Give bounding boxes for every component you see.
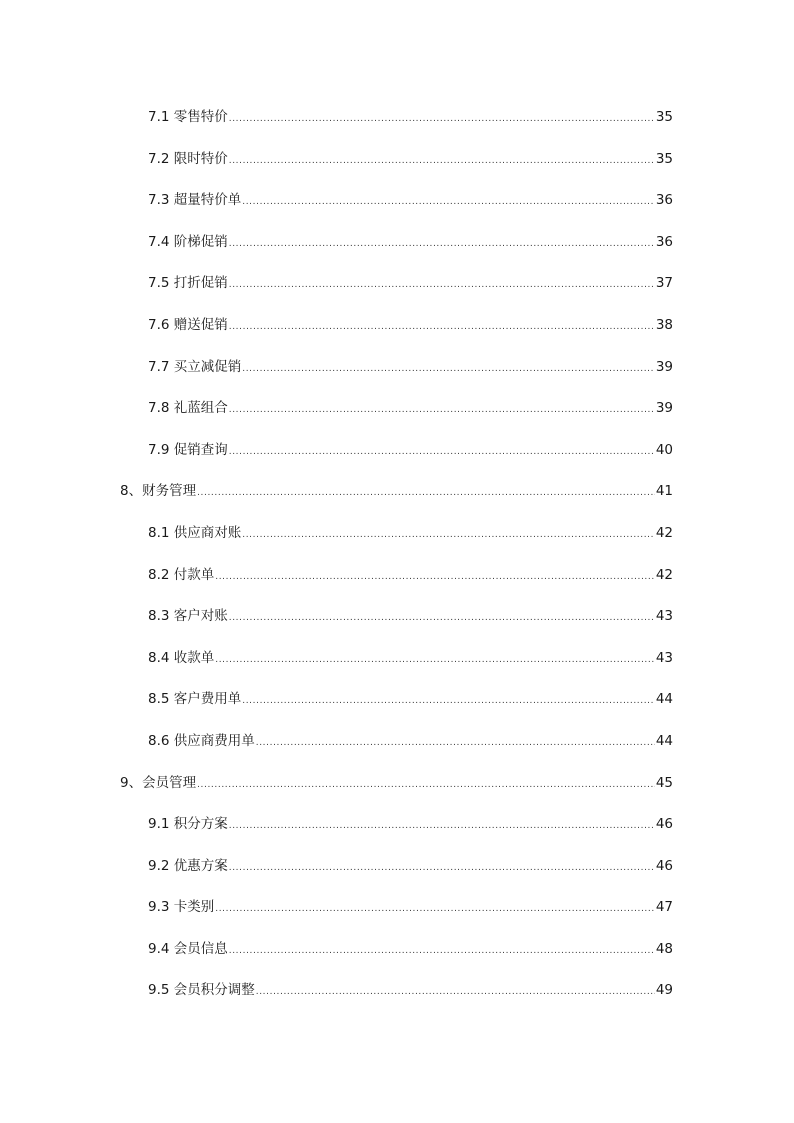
toc-entry-row (148, 189, 673, 213)
toc-dot-leader (242, 191, 655, 213)
toc-dot-leader (229, 399, 655, 421)
toc-page-number: 43 (655, 649, 673, 666)
toc-page-number: 39 (655, 400, 673, 417)
toc-entry-title: 9.1 积分方案 (148, 816, 228, 833)
toc-entry-title: 8.1 供应商对账 (148, 524, 242, 541)
toc-page-number: 37 (655, 275, 673, 292)
toc-dot-leader (229, 441, 655, 463)
toc-entry-row (148, 647, 673, 671)
toc-dot-leader (229, 607, 655, 629)
toc-entry-title: 7.7 买立减促销 (148, 358, 242, 375)
toc-entry-title: 9.2 优惠方案 (148, 857, 228, 874)
toc-entry-row (120, 772, 673, 796)
toc-subsection-entry[interactable] (0, 938, 794, 980)
toc-entry-title: 9.4 会员信息 (148, 940, 228, 957)
toc-page-number: 46 (655, 816, 673, 833)
toc-page-number: 46 (655, 857, 673, 874)
toc-entry-row (148, 106, 673, 130)
toc-entry-title: 8.3 客户对账 (148, 608, 228, 625)
toc-subsection-entry[interactable] (0, 272, 794, 314)
toc-entry-title: 9、会员管理 (120, 774, 197, 791)
toc-page-number: 36 (655, 192, 673, 209)
toc-entry-title: 7.3 超量特价单 (148, 192, 242, 209)
toc-entry-title: 9.5 会员积分调整 (148, 982, 255, 999)
toc-section-entry[interactable] (0, 772, 794, 814)
toc-dot-leader (242, 690, 655, 712)
toc-page-number: 48 (655, 940, 673, 957)
toc-subsection-entry[interactable] (0, 813, 794, 855)
toc-entry-row (148, 896, 673, 920)
toc-entry-title: 7.4 阶梯促销 (148, 233, 228, 250)
toc-subsection-entry[interactable] (0, 106, 794, 148)
toc-dot-leader (256, 981, 655, 1003)
toc-page-number: 44 (655, 732, 673, 749)
toc-dot-leader (256, 732, 655, 754)
toc-dot-leader (229, 940, 655, 962)
toc-entry-row (148, 855, 673, 879)
toc-entry-row (148, 356, 673, 380)
toc-dot-leader (229, 108, 655, 130)
toc-subsection-entry[interactable] (0, 855, 794, 897)
toc-entry-row (148, 439, 673, 463)
toc-subsection-entry[interactable] (0, 522, 794, 564)
toc-dot-leader (229, 815, 655, 837)
toc-entry-row (148, 605, 673, 629)
toc-subsection-entry[interactable] (0, 564, 794, 606)
toc-dot-leader (215, 566, 655, 588)
toc-subsection-entry[interactable] (0, 231, 794, 273)
toc-entry-title: 8.4 收款单 (148, 649, 215, 666)
toc-subsection-entry[interactable] (0, 356, 794, 398)
toc-entry-row (148, 813, 673, 837)
toc-entry-row (148, 148, 673, 172)
toc-entry-title: 8、财务管理 (120, 483, 197, 500)
toc-page-number: 42 (655, 566, 673, 583)
toc-page-number: 44 (655, 691, 673, 708)
toc-subsection-entry[interactable] (0, 439, 794, 481)
toc-entry-row (120, 480, 673, 504)
toc-entry-row (148, 397, 673, 421)
toc-subsection-entry[interactable] (0, 688, 794, 730)
toc-page-number: 49 (655, 982, 673, 999)
toc-section-entry[interactable] (0, 480, 794, 522)
toc-entry-row (148, 522, 673, 546)
toc-page-number: 36 (655, 233, 673, 250)
toc-entry-row (148, 688, 673, 712)
toc-dot-leader (229, 857, 655, 879)
toc-dot-leader (229, 316, 655, 338)
toc-page-number: 41 (655, 483, 673, 500)
toc-page-number: 39 (655, 358, 673, 375)
toc-entry-title: 7.8 礼蓝组合 (148, 400, 228, 417)
toc-page-number: 47 (655, 899, 673, 916)
toc-page-number: 35 (655, 150, 673, 167)
toc-entry-title: 7.2 限时特价 (148, 150, 228, 167)
toc-subsection-entry[interactable] (0, 730, 794, 772)
toc-page-number: 45 (655, 774, 673, 791)
table-of-contents (0, 106, 794, 1021)
toc-dot-leader (242, 524, 655, 546)
toc-entry-title: 8.5 客户费用单 (148, 691, 242, 708)
toc-entry-title: 7.1 零售特价 (148, 109, 228, 125)
toc-subsection-entry[interactable] (0, 314, 794, 356)
toc-subsection-entry[interactable] (0, 189, 794, 231)
toc-entry-title: 8.6 供应商费用单 (148, 732, 255, 749)
toc-subsection-entry[interactable] (0, 397, 794, 439)
toc-entry-title: 8.2 付款单 (148, 566, 215, 583)
toc-entry-title: 7.6 赠送促销 (148, 316, 228, 333)
toc-dot-leader (229, 150, 655, 172)
toc-entry-row (148, 314, 673, 338)
toc-dot-leader (197, 482, 655, 504)
toc-entry-row (148, 272, 673, 296)
toc-page-number: 42 (655, 524, 673, 541)
toc-dot-leader (215, 898, 655, 920)
toc-dot-leader (229, 274, 655, 296)
toc-page-number: 40 (655, 441, 673, 458)
toc-entry-row (148, 231, 673, 255)
toc-entry-title: 7.9 促销查询 (148, 441, 228, 458)
toc-dot-leader (229, 233, 655, 255)
toc-entry-row (148, 979, 673, 1003)
toc-entry-row (148, 564, 673, 588)
toc-subsection-entry[interactable] (0, 605, 794, 647)
toc-entry-title: 9.3 卡类别 (148, 899, 215, 916)
toc-dot-leader (242, 358, 655, 380)
toc-subsection-entry[interactable] (0, 896, 794, 938)
toc-page-number: 43 (655, 608, 673, 625)
toc-subsection-entry[interactable] (0, 148, 794, 190)
toc-subsection-entry[interactable] (0, 979, 794, 1021)
toc-entry-title: 7.5 打折促销 (148, 275, 228, 292)
toc-page-number: 35 (655, 109, 673, 125)
toc-entry-row (148, 938, 673, 962)
toc-page-number: 38 (655, 316, 673, 333)
toc-subsection-entry[interactable] (0, 647, 794, 689)
toc-entry-row (148, 730, 673, 754)
toc-dot-leader (197, 774, 655, 796)
toc-dot-leader (215, 649, 655, 671)
